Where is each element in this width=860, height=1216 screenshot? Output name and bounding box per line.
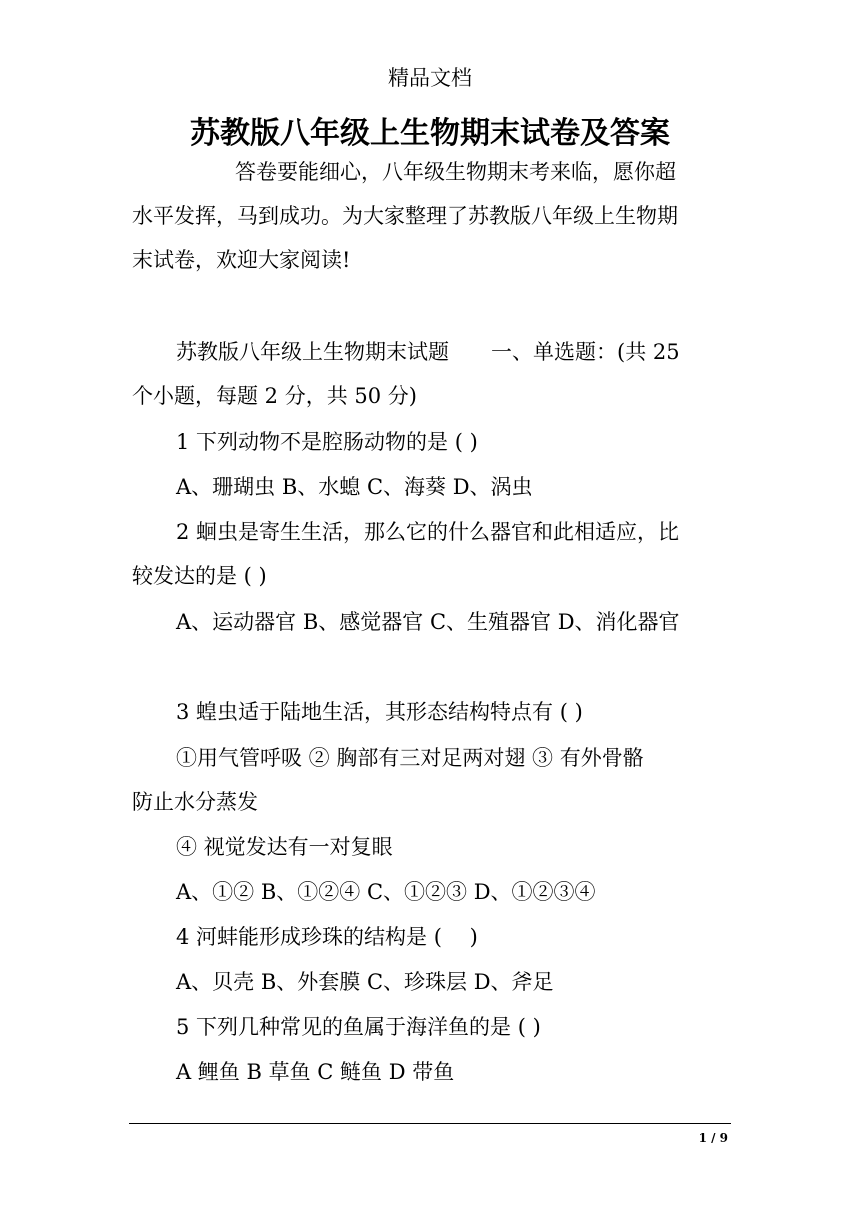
- page-header: 精品文档: [388, 66, 472, 90]
- question-2-options: A、运动器官 B、感觉器官 C、生殖器官 D、消化器官: [176, 610, 680, 634]
- document-title: 苏教版八年级上生物期末试卷及答案: [190, 116, 670, 151]
- question-5: 5 下列几种常见的鱼属于海洋鱼的是 ( ): [176, 1015, 541, 1039]
- section-heading-line-2: 个小题，每题 2 分，共 50 分): [132, 384, 417, 408]
- intro-line-1: 答卷要能细心，八年级生物期末考来临，愿你超: [235, 160, 676, 184]
- section-heading-line-1: 苏教版八年级上生物期末试题 一、单选题：(共 25: [176, 340, 680, 364]
- question-1: 1 下列动物不是腔肠动物的是 ( ): [176, 430, 478, 454]
- question-2-line-1: 2 蛔虫是寄生生活，那么它的什么器官和此相适应，比: [176, 520, 680, 544]
- question-3-items-line-2: 防止水分蒸发: [132, 790, 258, 814]
- question-5-options: A 鲤鱼 B 草鱼 C 鲢鱼 D 带鱼: [176, 1060, 455, 1084]
- question-4-options: A、贝壳 B、外套膜 C、珍珠层 D、斧足: [176, 970, 554, 994]
- intro-line-3: 末试卷，欢迎大家阅读!: [132, 248, 351, 272]
- question-3-options: A、①② B、①②④ C、①②③ D、①②③④: [176, 880, 596, 904]
- question-3: 3 蝗虫适于陆地生活，其形态结构特点有 ( ): [176, 700, 583, 724]
- page-number: 1 / 9: [698, 1131, 728, 1145]
- question-2-line-2: 较发达的是 ( ): [132, 564, 267, 588]
- question-3-items-line-1: ①用气管呼吸 ② 胸部有三对足两对翅 ③ 有外骨骼: [176, 746, 644, 770]
- question-3-items-line-3: ④ 视觉发达有一对复眼: [176, 835, 393, 859]
- intro-line-2: 水平发挥，马到成功。为大家整理了苏教版八年级上生物期: [132, 204, 678, 228]
- question-1-options: A、珊瑚虫 B、水螅 C、海葵 D、涡虫: [176, 475, 533, 499]
- question-4: 4 河蚌能形成珍珠的结构是 ( ): [176, 925, 478, 949]
- footer-divider: [129, 1123, 731, 1124]
